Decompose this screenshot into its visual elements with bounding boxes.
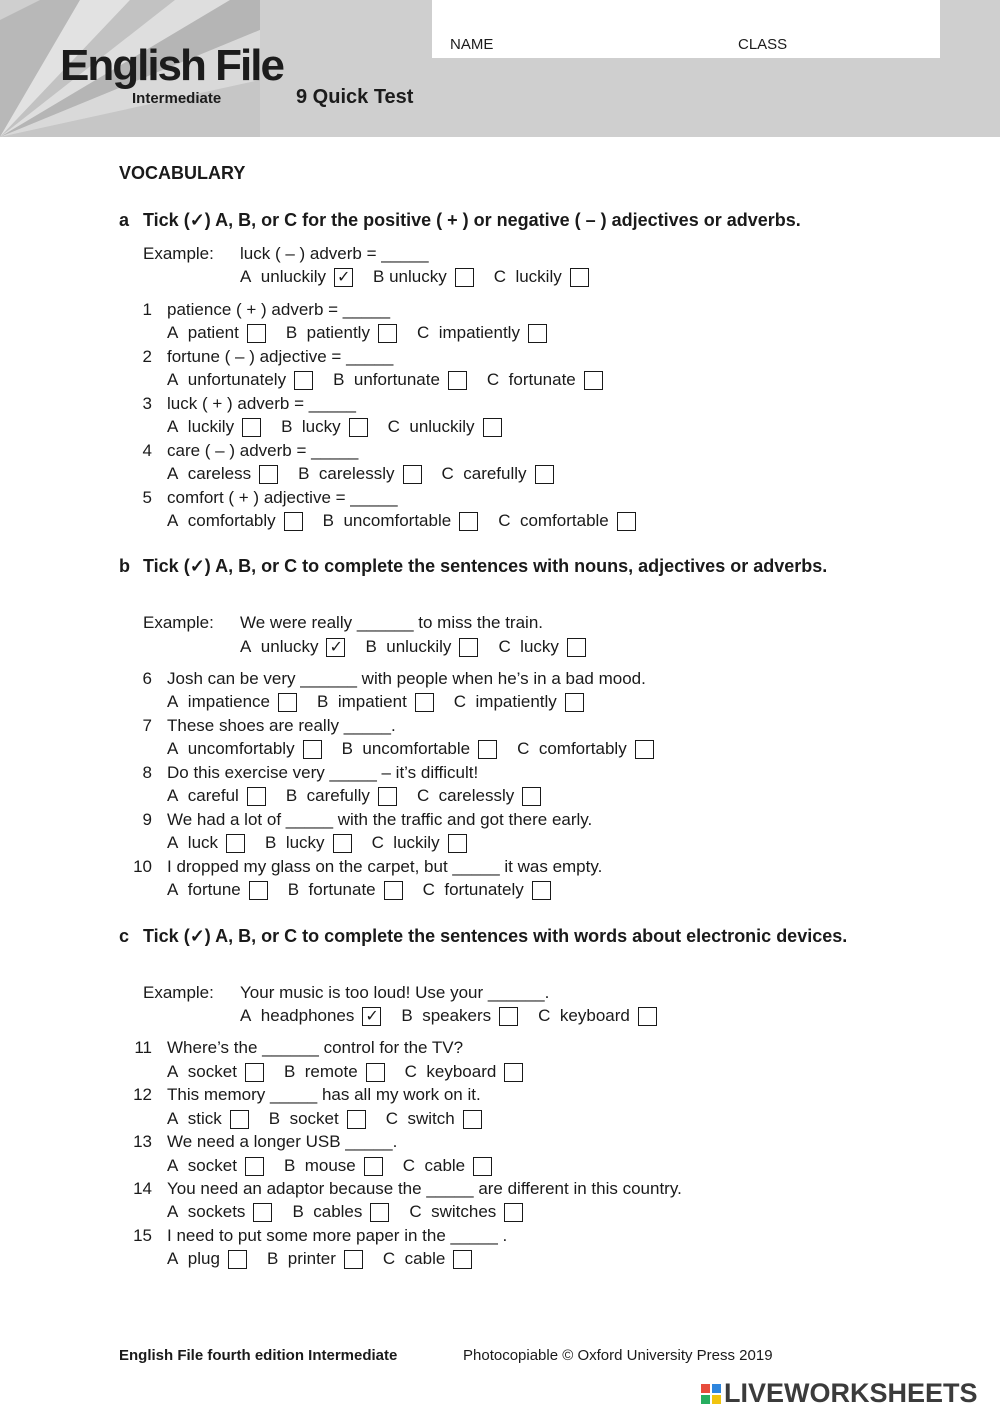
- question-number: 15: [133, 1226, 152, 1245]
- option-c: C cable: [383, 1248, 472, 1270]
- checkbox[interactable]: [249, 881, 268, 900]
- question-options: [167, 832, 487, 854]
- checkbox[interactable]: [448, 834, 467, 853]
- section-heading: VOCABULARY: [119, 163, 246, 183]
- question-number: 6: [142, 669, 152, 688]
- checkbox[interactable]: [584, 371, 603, 390]
- option-c: C switch: [386, 1108, 482, 1130]
- checkbox[interactable]: [259, 465, 278, 484]
- option-c: C comfortable: [498, 510, 636, 532]
- class-label: CLASS: [738, 36, 788, 53]
- option-b: B fortunate: [288, 879, 403, 901]
- option-b: B carefully: [286, 785, 397, 807]
- checkbox[interactable]: [617, 512, 636, 531]
- checkbox[interactable]: [366, 1063, 385, 1082]
- checkbox-checked[interactable]: [362, 1007, 381, 1026]
- option: B unlucky: [373, 266, 474, 288]
- question-prompt: Where’s the ______ control for the TV?: [167, 1038, 464, 1057]
- question-prompt: This memory _____ has all my work on it.: [167, 1085, 481, 1104]
- example-options: [240, 636, 606, 658]
- checkbox[interactable]: [247, 324, 266, 343]
- example-prompt: luck ( – ) adverb = _____: [240, 244, 429, 263]
- name-class-field[interactable]: [432, 0, 940, 58]
- option-b: B impatient: [317, 691, 434, 713]
- option-a: A fortune: [167, 879, 268, 901]
- question-number: 7: [142, 716, 152, 735]
- question-options: [167, 691, 604, 713]
- checkbox[interactable]: [403, 465, 422, 484]
- checkbox[interactable]: [567, 638, 586, 657]
- checkbox[interactable]: [459, 638, 478, 657]
- question-prompt: I dropped my glass on the carpet, but _____ it was empty.: [167, 857, 603, 876]
- test-title: 9 Quick Test: [296, 86, 414, 108]
- example-prompt: Your music is too loud! Use your ______.: [240, 983, 550, 1002]
- checkbox[interactable]: [453, 1250, 472, 1269]
- option-a: A luck: [167, 832, 245, 854]
- option-b: B mouse: [284, 1155, 383, 1177]
- option-c: C luckily: [372, 832, 467, 854]
- checkbox[interactable]: [570, 268, 589, 287]
- liveworksheets-logo-icon: [700, 1383, 722, 1405]
- option-b: B uncomfortable: [342, 738, 498, 760]
- checkbox[interactable]: [284, 512, 303, 531]
- checkbox[interactable]: [245, 1157, 264, 1176]
- checkbox[interactable]: [638, 1007, 657, 1026]
- option-a: A plug: [167, 1248, 247, 1270]
- instruction-text: Tick (✓) A, B, or C to complete the sentences with nouns, adjectives or adverbs.: [143, 556, 828, 576]
- checkbox[interactable]: [245, 1063, 264, 1082]
- checkbox[interactable]: [483, 418, 502, 437]
- brand-subtitle: Intermediate: [132, 90, 222, 107]
- option-a: A careless: [167, 463, 278, 485]
- checkbox[interactable]: [565, 693, 584, 712]
- question-prompt: Josh can be very ______ with people when he’s in a bad mood.: [167, 669, 646, 688]
- checkbox[interactable]: [528, 324, 547, 343]
- checkbox[interactable]: [522, 787, 541, 806]
- example-prompt: We were really ______ to miss the train.: [240, 613, 543, 632]
- option-c: C impatiently: [454, 691, 584, 713]
- option-b: B remote: [284, 1061, 385, 1083]
- checkbox[interactable]: [463, 1110, 482, 1129]
- option-a: A socket: [167, 1061, 264, 1083]
- example-options: [240, 1005, 677, 1027]
- question-number: 2: [142, 347, 152, 366]
- option-c: C fortunate: [487, 369, 603, 391]
- question-number: 1: [142, 300, 152, 319]
- question-number: 12: [133, 1085, 152, 1104]
- question-options: [167, 1108, 502, 1130]
- question-options: [167, 510, 656, 532]
- question-number: 11: [134, 1038, 152, 1057]
- question-number: 4: [142, 441, 152, 460]
- option-c: C fortunately: [423, 879, 551, 901]
- question-prompt: comfort ( + ) adjective = _____: [167, 488, 398, 507]
- option: C luckily: [494, 266, 589, 288]
- checkbox[interactable]: [473, 1157, 492, 1176]
- checkbox[interactable]: [278, 693, 297, 712]
- option-a: A patient: [167, 322, 266, 344]
- option-b: B lucky: [281, 416, 368, 438]
- option-a: A unfortunately: [167, 369, 313, 391]
- checkbox[interactable]: [455, 268, 474, 287]
- option: A unlucky ✓: [240, 636, 345, 658]
- option-c: C comfortably: [517, 738, 654, 760]
- checkbox[interactable]: [499, 1007, 518, 1026]
- option: A unluckily ✓: [240, 266, 353, 288]
- question-number: 14: [133, 1179, 152, 1198]
- checkbox[interactable]: [459, 512, 478, 531]
- question-options: [167, 1248, 492, 1270]
- checkbox[interactable]: [247, 787, 266, 806]
- checkbox[interactable]: [535, 465, 554, 484]
- option-c: C impatiently: [417, 322, 547, 344]
- option: A headphones ✓: [240, 1005, 381, 1027]
- checkbox[interactable]: [532, 881, 551, 900]
- option-c: C switches: [409, 1201, 523, 1223]
- question-number: 3: [142, 394, 152, 413]
- checkbox[interactable]: [228, 1250, 247, 1269]
- liveworksheets-watermark: [700, 1378, 978, 1409]
- instruction-c: [119, 925, 879, 948]
- option-b: B cables: [292, 1201, 389, 1223]
- section-letter: b: [119, 556, 130, 576]
- checkbox[interactable]: [242, 418, 261, 437]
- instruction-a: [119, 209, 899, 232]
- option-c: C keyboard: [405, 1061, 524, 1083]
- option-b: B carelessly: [298, 463, 421, 485]
- option-a: A stick: [167, 1108, 249, 1130]
- question-number: 9: [142, 810, 152, 829]
- option-b: B lucky: [265, 832, 352, 854]
- checkbox[interactable]: [378, 324, 397, 343]
- checkbox[interactable]: [504, 1063, 523, 1082]
- option-c: C carelessly: [417, 785, 541, 807]
- checkbox[interactable]: [344, 1250, 363, 1269]
- footer-edition: English File fourth edition Intermediate: [119, 1347, 398, 1364]
- question-prompt: patience ( + ) adverb = _____: [167, 300, 391, 319]
- checkbox[interactable]: [415, 693, 434, 712]
- question-prompt: fortune ( – ) adjective = _____: [167, 347, 394, 366]
- option-c: C unluckily: [388, 416, 502, 438]
- question-number: 13: [133, 1132, 152, 1151]
- section-letter: a: [119, 210, 130, 230]
- checkbox[interactable]: [226, 834, 245, 853]
- question-prompt: Do this exercise very _____ – it’s difficult!: [167, 763, 479, 782]
- option-c: C cable: [403, 1155, 492, 1177]
- question-options: [167, 1061, 543, 1083]
- question-prompt: I need to put some more paper in the _____ .: [167, 1226, 508, 1245]
- question-number: 8: [142, 763, 152, 782]
- option-a: A comfortably: [167, 510, 303, 532]
- option-a: A socket: [167, 1155, 264, 1177]
- option-b: B patiently: [286, 322, 397, 344]
- brand-logo: English File: [60, 41, 283, 90]
- option-b: B printer: [267, 1248, 363, 1270]
- option-b: B socket: [269, 1108, 366, 1130]
- instruction-text: Tick (✓) A, B, or C for the positive ( + ) or negative ( – ) adjectives or adverbs.: [143, 210, 801, 230]
- checkbox[interactable]: [448, 371, 467, 390]
- option: B speakers: [401, 1005, 518, 1027]
- option: B unluckily: [365, 636, 478, 658]
- name-label: NAME: [450, 36, 494, 53]
- checkbox[interactable]: [364, 1157, 383, 1176]
- option-a: A impatience: [167, 691, 297, 713]
- example-options: [240, 266, 609, 288]
- page-header: [0, 0, 1000, 137]
- question-prompt: You need an adaptor because the _____ are different in this country.: [167, 1179, 682, 1198]
- option: C lucky: [498, 636, 585, 658]
- question-options: [167, 369, 623, 391]
- question-options: [167, 416, 522, 438]
- footer-copyright: Photocopiable © Oxford University Press 2019: [463, 1347, 773, 1364]
- question-options: [167, 879, 571, 901]
- checkbox[interactable]: [478, 740, 497, 759]
- question-options: [167, 322, 567, 344]
- question-options: [167, 463, 574, 485]
- question-options: [167, 1155, 512, 1177]
- checkbox[interactable]: [230, 1110, 249, 1129]
- instruction-b: [119, 555, 839, 578]
- checkbox[interactable]: [504, 1203, 523, 1222]
- checkbox[interactable]: [294, 371, 313, 390]
- question-number: 5: [142, 488, 152, 507]
- instruction-text: Tick (✓) A, B, or C to complete the sentences with words about electronic devices.: [143, 926, 848, 946]
- option-b: B unfortunate: [333, 369, 467, 391]
- checkbox[interactable]: [253, 1203, 272, 1222]
- example-label: Example:: [143, 244, 214, 263]
- option-a: A careful: [167, 785, 266, 807]
- question-options: [167, 1201, 543, 1223]
- option-b: B uncomfortable: [323, 510, 479, 532]
- watermark-text: LIVEWORKSHEETS: [724, 1378, 978, 1408]
- checkbox[interactable]: [370, 1203, 389, 1222]
- checkbox[interactable]: [303, 740, 322, 759]
- question-options: [167, 785, 561, 807]
- option: C keyboard: [538, 1005, 657, 1027]
- question-prompt: luck ( + ) adverb = _____: [167, 394, 357, 413]
- option-a: A luckily: [167, 416, 261, 438]
- section-letter: c: [119, 926, 130, 946]
- example-label: Example:: [143, 983, 214, 1002]
- option-a: A sockets: [167, 1201, 272, 1223]
- checkbox[interactable]: [333, 834, 352, 853]
- checkbox[interactable]: [347, 1110, 366, 1129]
- question-options: [167, 738, 674, 760]
- question-number: 10: [133, 857, 152, 876]
- checkbox-checked[interactable]: [326, 638, 345, 657]
- checkbox[interactable]: [378, 787, 397, 806]
- question-prompt: care ( – ) adverb = _____: [167, 441, 359, 460]
- checkbox[interactable]: [635, 740, 654, 759]
- question-prompt: We had a lot of _____ with the traffic and got there early.: [167, 810, 593, 829]
- checkbox-checked[interactable]: [334, 268, 353, 287]
- checkbox[interactable]: [384, 881, 403, 900]
- option-a: A uncomfortably: [167, 738, 322, 760]
- option-c: C carefully: [442, 463, 554, 485]
- example-label: Example:: [143, 613, 214, 632]
- checkbox[interactable]: [349, 418, 368, 437]
- question-prompt: We need a longer USB _____.: [167, 1132, 398, 1151]
- question-prompt: These shoes are really _____.: [167, 716, 396, 735]
